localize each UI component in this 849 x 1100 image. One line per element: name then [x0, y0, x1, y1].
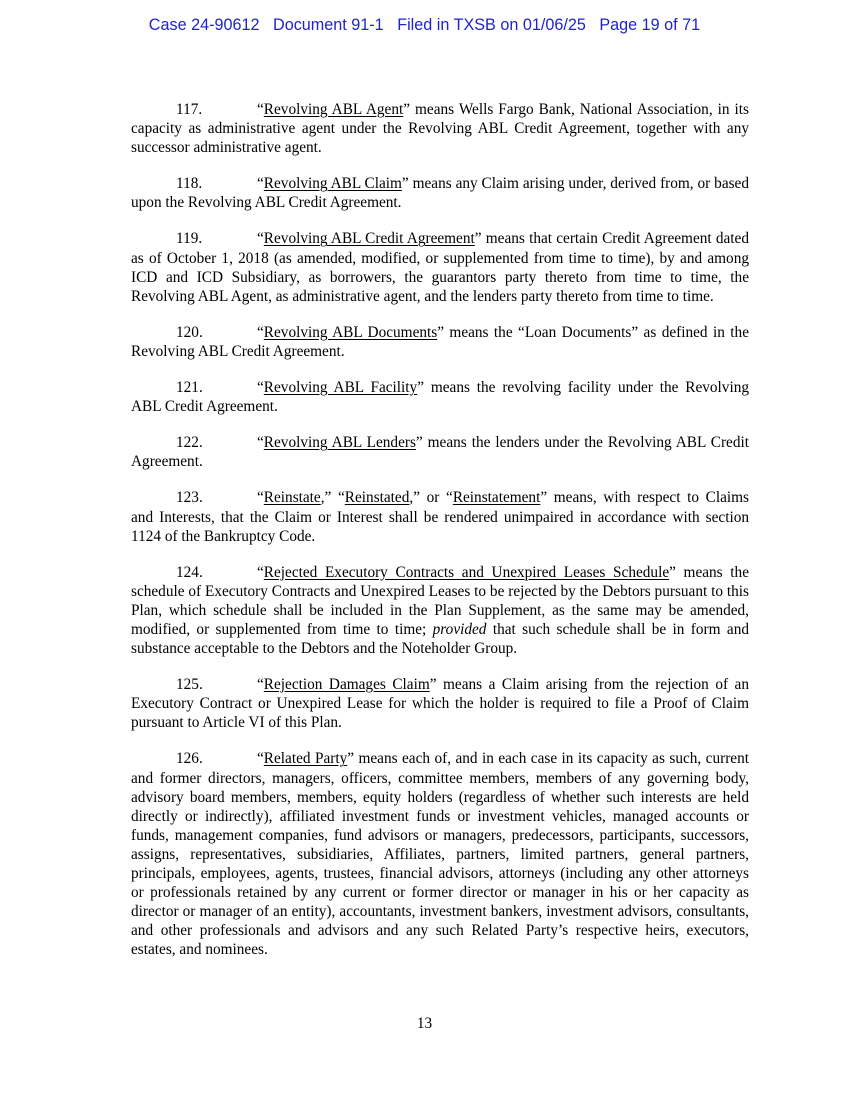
definition-text: ” means the schedule of Executory Contracts and Unexpired Leases to be rejected by the Debtors pursuant to this Plan, which schedule shall be included in the Plan Supplement, as the same may be amended, modified, or supplemented from time to time;	[131, 563, 749, 638]
defined-term: Rejection Damages Claim	[263, 676, 430, 694]
definition-124	[131, 563, 749, 658]
open-quote: “	[257, 676, 264, 694]
italic-term: provided	[432, 620, 487, 638]
open-quote: “	[257, 379, 264, 397]
definition-text: ” means the “Loan Documents” as defined in the Revolving ABL Credit Agreement.	[131, 323, 749, 360]
defined-term: Reinstatement	[452, 489, 541, 507]
defined-term: Reinstated	[344, 489, 410, 507]
definition-123	[131, 488, 749, 545]
open-quote: “	[257, 175, 264, 193]
defined-term: Revolving ABL Facility	[263, 379, 418, 397]
open-quote: “	[257, 563, 264, 581]
definition-125	[131, 675, 749, 732]
open-quote: “	[257, 323, 264, 341]
open-quote: “	[257, 434, 264, 452]
paragraph-number: 123.	[176, 489, 203, 507]
definition-text: ” means any Claim arising under, derived from, or based upon the Revolving ABL Credit Agreement.	[131, 175, 749, 212]
paragraph-number: 125.	[176, 676, 203, 694]
defined-term: Related Party	[263, 750, 348, 768]
definition-text: ” means that certain Credit Agreement dated as of October 1, 2018 (as amended, modified, or supplemented from time to time), by and among ICD and ICD Subsidiary, as borrowers, the guarantors party thereto from time to time, the Revolving ABL Agent, as administrative agent, and the lenders party thereto from time to time.	[131, 230, 749, 305]
definition-text: ” means the revolving facility under the Revolving ABL Credit Agreement.	[131, 379, 749, 416]
definition-126	[131, 749, 749, 959]
case-number: Case 24-90612	[148, 16, 260, 34]
court-filing-header	[0, 16, 849, 35]
paragraph-number: 117.	[176, 101, 203, 118]
open-quote: “	[257, 489, 264, 507]
open-quote: “	[257, 750, 264, 768]
page-number: 13	[416, 1015, 433, 1032]
defined-term: Reinstate	[263, 489, 321, 507]
definition-119	[131, 229, 749, 305]
definition-118	[131, 174, 749, 212]
paragraph-number: 120.	[176, 323, 203, 341]
definition-text: ” means each of, and in each case in its capacity as such, current and former directors, managers, officers, committee members, members of any governing body, advisory board members, members, equity holders (regardless of whether such interests are held directly or indirectly), affiliated investment funds or investment vehicles, managed accounts or funds, management companies, fund advisors or managers, predecessors, participants, successors, assigns, representatives, subsidiaries, Affiliates, partners, limited partners, general partners, principals, employees, agents, trustees, financial advisors, attorneys (including any other attorneys or professionals retained by any current or former director or manager in his or her capacity as director or manager of an entity), accountants, investment bankers, investment advisors, consultants, and other professionals and advisors and any such Related Party’s respective heirs, executors, estates, and nominees.	[131, 750, 749, 959]
paragraph-number: 119.	[176, 230, 203, 248]
paragraph-number: 118.	[176, 175, 203, 193]
filed-info: Filed in TXSB on 01/06/25	[397, 16, 586, 34]
defined-term: Rejected Executory Contracts and Unexpired Leases Schedule	[263, 563, 670, 581]
document-body	[131, 100, 749, 976]
definition-121	[131, 378, 749, 416]
defined-term: Revolving ABL Credit Agreement	[263, 230, 475, 248]
definition-117	[131, 100, 749, 157]
page-info: Page 19 of 71	[599, 16, 701, 34]
definition-text: ” means the lenders under the Revolving ABL Credit Agreement.	[131, 434, 749, 471]
defined-term: Revolving ABL Documents	[263, 323, 438, 341]
paragraph-number: 122.	[176, 434, 203, 452]
definition-120	[131, 323, 749, 361]
defined-term: Revolving ABL Agent	[263, 101, 404, 118]
defined-term: Revolving ABL Claim	[263, 175, 402, 193]
definition-text: ” means Wells Fargo Bank, National Association, in its capacity as administrative agent under the Revolving ABL Credit Agreement, together with any successor administrative agent.	[131, 101, 749, 157]
definition-text: that such schedule shall be in form and substance acceptable to the Debtors and the Noteholder Group.	[131, 620, 749, 658]
separator-text: ,” “	[320, 489, 345, 507]
definition-text: ” means a Claim arising from the rejection of an Executory Contract or Unexpired Lease for which the holder is required to file a Proof of Claim pursuant to Article VI of this Plan.	[131, 676, 749, 732]
paragraph-number: 124.	[176, 563, 203, 581]
paragraph-number: 126.	[176, 750, 203, 768]
open-quote: “	[257, 230, 264, 248]
definition-122	[131, 433, 749, 471]
paragraph-number: 121.	[176, 379, 203, 397]
separator-text: ,” or “	[409, 489, 453, 507]
defined-term: Revolving ABL Lenders	[263, 434, 416, 452]
document-number: Document 91-1	[273, 16, 384, 34]
open-quote: “	[257, 101, 264, 118]
definition-text: ” means, with respect to Claims and Interests, that the Claim or Interest shall be rendered unimpaired in accordance with section 1124 of the Bankruptcy Code.	[131, 489, 749, 545]
